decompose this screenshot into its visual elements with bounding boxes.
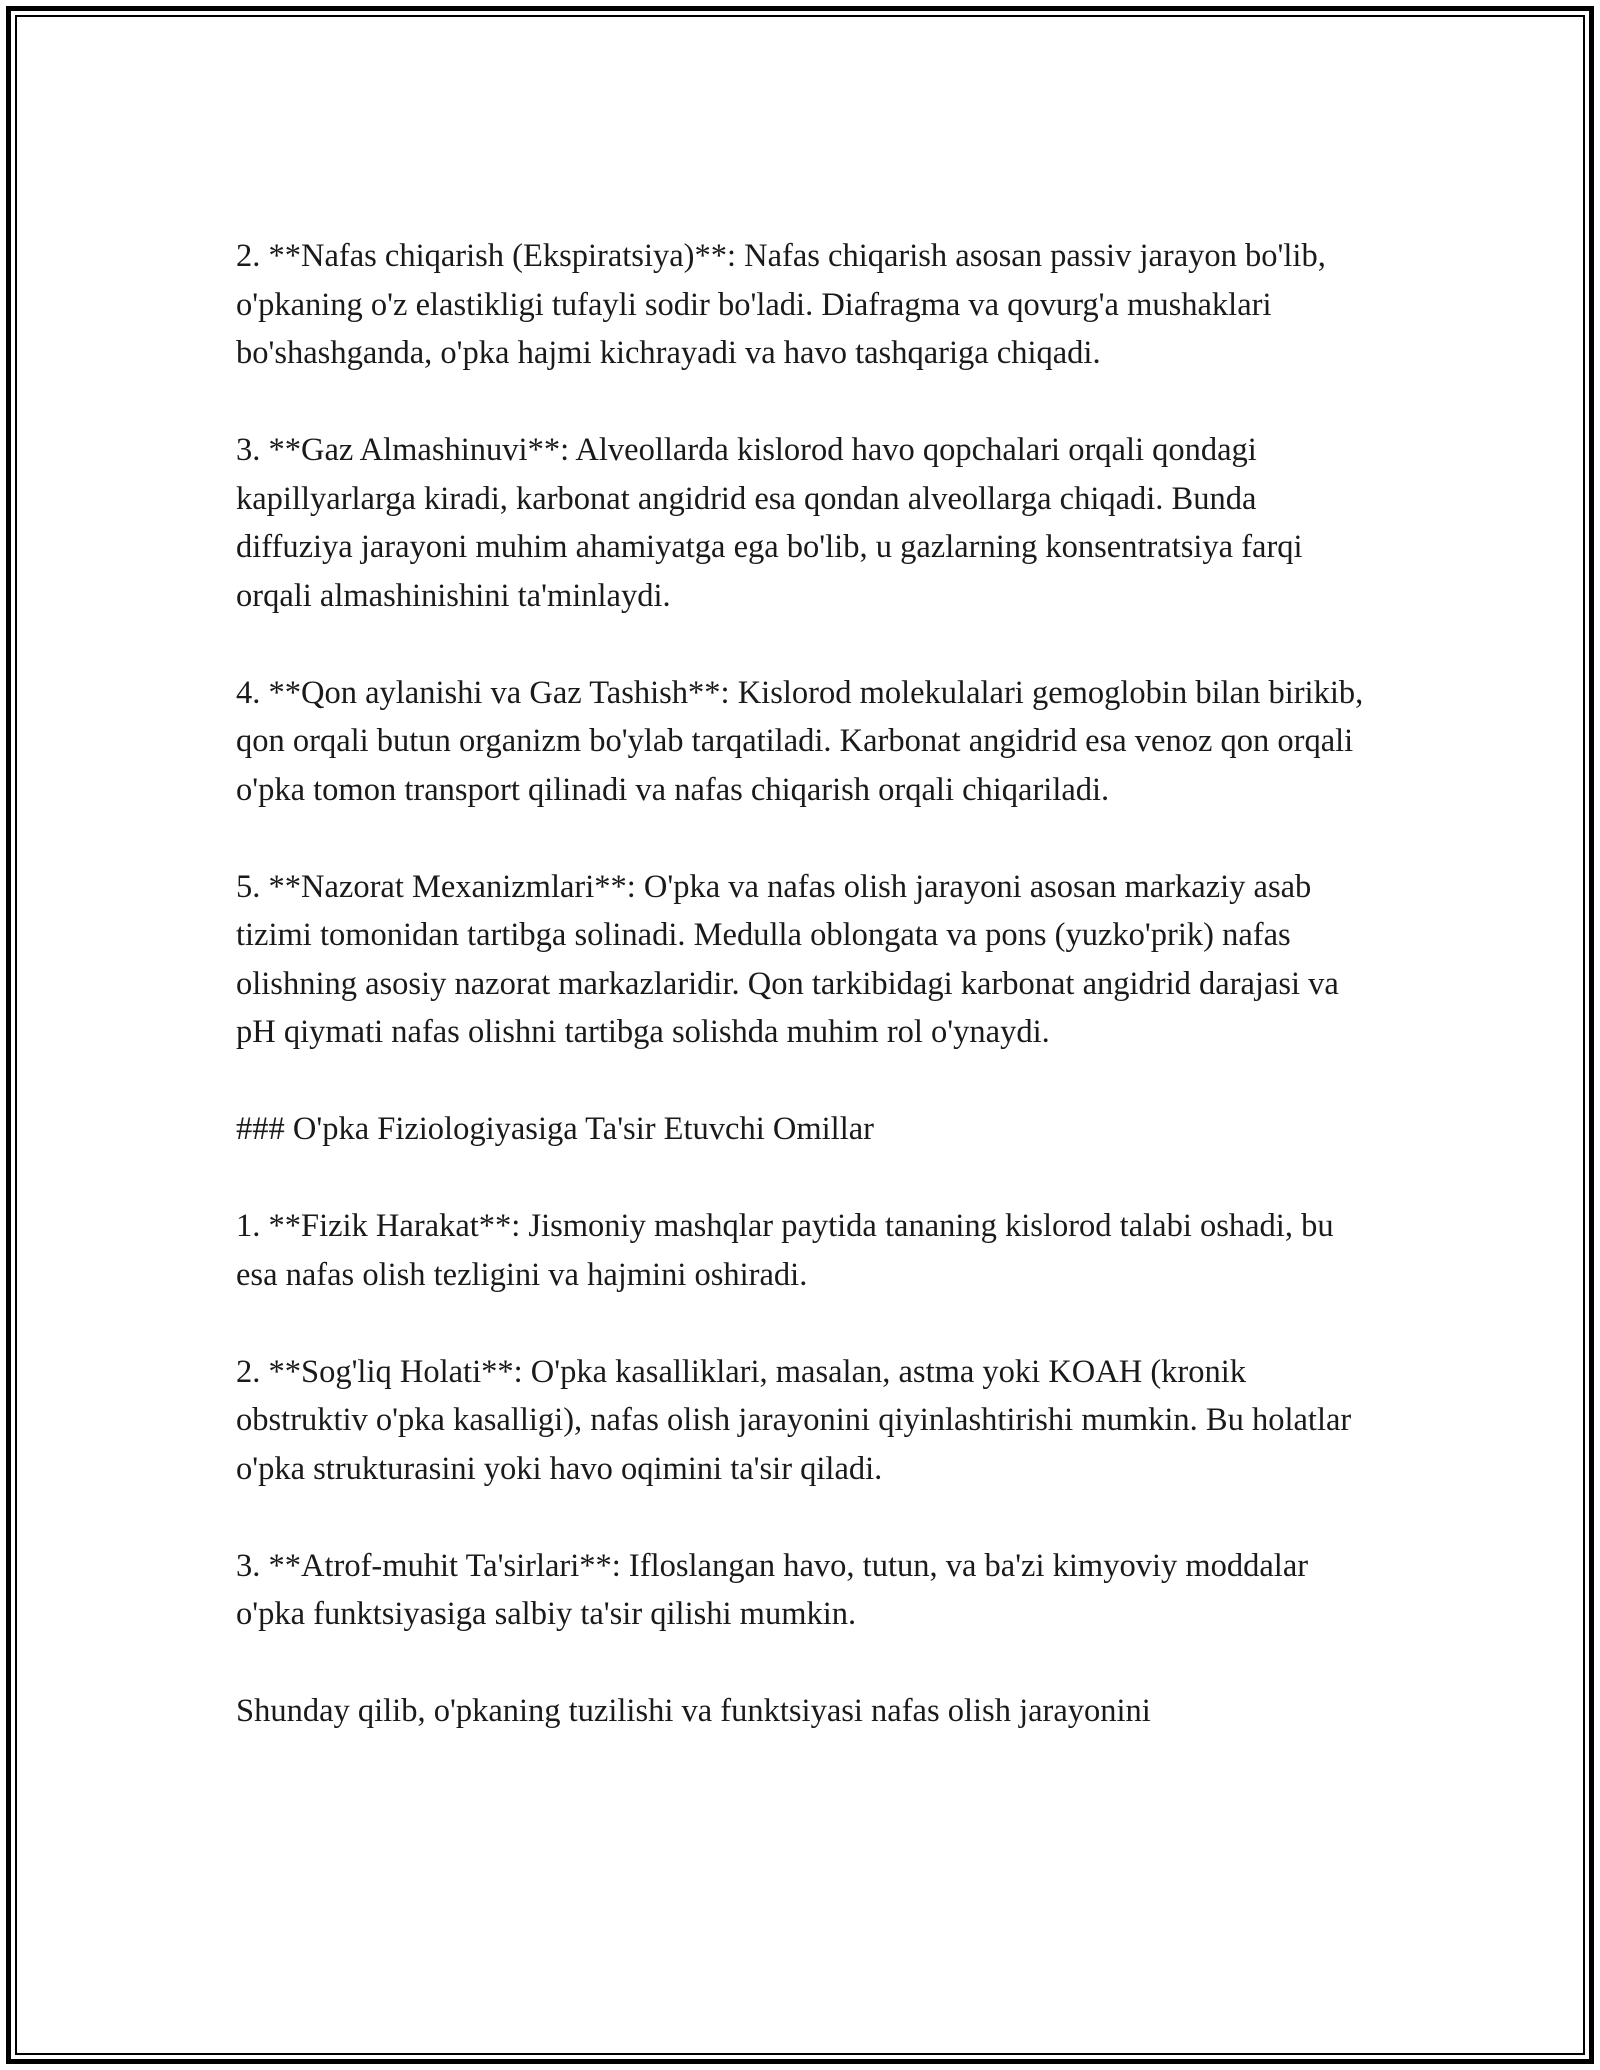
document-body (236, 232, 1376, 1736)
paragraph-health-condition: 2. **Sog'liq Holati**: O'pka kasalliklari, masalan, astma yoki KOAH (kronik obstruktiv o'pka kasalligi), nafas olish jarayonini qiyinlashtirishi mumkin. Bu holatlar o'pka strukturasini yoki havo oqimini ta'sir qiladi. (236, 1353, 1352, 1487)
paragraph-environment: 3. **Atrof-muhit Ta'sirlari**: Ifloslangan havo, tutun, va ba'zi kimyoviy moddalar o'pka funktsiyasiga salbiy ta'sir qilishi mumkin. (236, 1547, 1309, 1632)
paragraph-blood-circulation: 4. **Qon aylanishi va Gaz Tashish**: Kislorod molekulalari gemoglobin bilan birikib, qon orqali butun organizm bo'ylab tarqatiladi. Karbonat angidrid esa venoz qon orqali o'pka tomon transport qilinadi va nafas chiqarish orqali chiqariladi. (236, 674, 1364, 808)
paragraph-physical-activity: 1. **Fizik Harakat**: Jismoniy mashqlar paytida tananing kislorod talabi oshadi, bu esa nafas olish tezligini va hajmini oshiradi. (236, 1208, 1334, 1293)
paragraph-expiration: 2. **Nafas chiqarish (Ekspiratsiya)**: Nafas chiqarish asosan passiv jarayon bo'lib, o'pkaning o'z elastikligi tufayli sodir bo'ladi. Diafragma va qovurg'a mushaklari bo'shashganda, o'pka hajmi kichrayadi va havo tashqariga chiqadi. (236, 238, 1326, 371)
paragraph-gas-exchange: 3. **Gaz Almashinuvi**: Alveollarda kislorod havo qopchalari orqali qondagi kapillyarlarga kiradi, karbonat angidrid esa qondan alveollarga chiqadi. Bunda diffuziya jarayoni muhim ahamiyatga ega bo'lib, u gazlarning konsentratsiya farqi orqali almashinishini ta'minlaydi. (236, 432, 1303, 614)
section-heading: ### O'pka Fiziologiyasiga Ta'sir Etuvchi Omillar (236, 1111, 874, 1147)
paragraph-conclusion: Shunday qilib, o'pkaning tuzilishi va funktsiyasi nafas olish jarayonini (236, 1693, 1151, 1729)
paragraph-control-mechanisms: 5. **Nazorat Mexanizmlari**: O'pka va nafas olish jarayoni asosan markaziy asab tizimi tomonidan tartibga solinadi. Medulla oblongata va pons (yuzko'prik) nafas olishning asosiy nazorat markazlaridir. Qon tarkibidagi karbonat angidrid darajasi va pH qiymati nafas olishni tartibga solishda muhim rol o'ynaydi. (236, 868, 1339, 1050)
